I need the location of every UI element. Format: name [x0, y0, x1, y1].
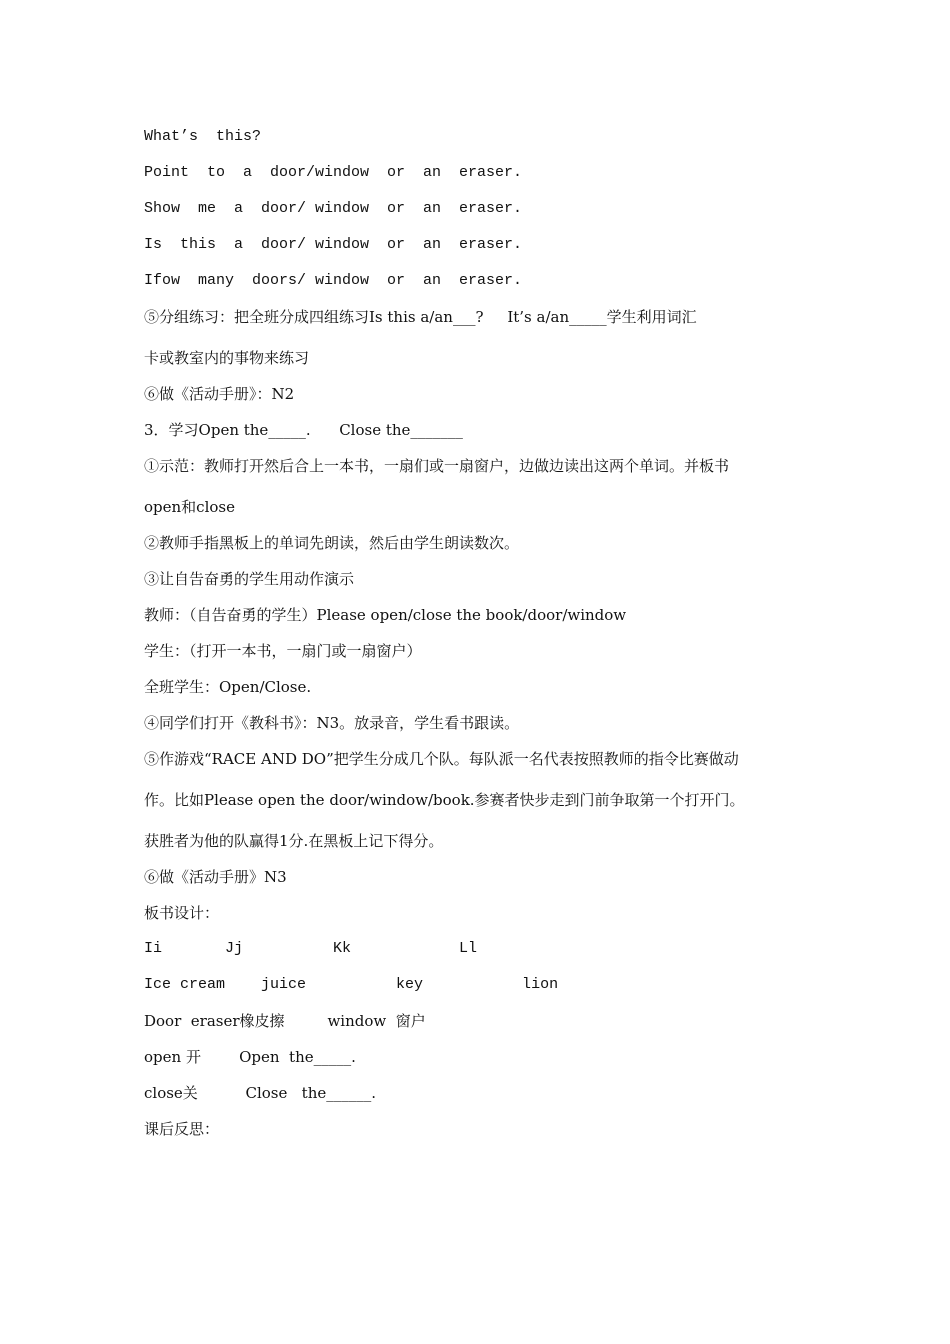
text-line: Show me a door/ window or an eraser.: [144, 200, 523, 217]
text-line: ①示范：教师打开然后合上一本书，一扇们或一扇窗户，边做边读出这两个单词。并板书: [144, 457, 730, 475]
text-line: Door eraser橡皮擦 window 窗户: [144, 1012, 426, 1030]
text-line: 3．学习Open the_____. Close the_______: [144, 421, 463, 439]
text-line: close关 Close the______.: [144, 1084, 377, 1102]
text-line: ②教师手指黑板上的单词先朗读，然后由学生朗读数次。: [144, 534, 520, 552]
text-line: 获胜者为他的队赢得1分.在黑板上记下得分。: [144, 832, 444, 850]
text-line: 板书设计：: [144, 904, 220, 922]
text-line: ⑥做《活动手册》：N2: [144, 385, 295, 403]
text-line: ⑤作游戏“RACE AND DO”把学生分成几个队。每队派一名代表按照教师的指令比赛做动: [144, 750, 739, 768]
text-line: 课后反思：: [144, 1120, 220, 1138]
text-line: 卡或教室内的事物来练习: [144, 349, 310, 367]
text-line: 作。比如Please open the door/window/book.参赛者快步走到门前争取第一个打开门。: [144, 791, 745, 809]
text-line: 学生：（打开一本书，一扇门或一扇窗户）: [144, 642, 422, 660]
text-line: What’s this?: [144, 128, 262, 145]
text-line: Point to a door/window or an eraser.: [144, 164, 523, 181]
text-line: ⑤分组练习：把全班分成四组练习Is this a/an___? It’s a/an_____学生利用词汇: [144, 308, 697, 326]
text-line: open 开 Open the_____.: [144, 1048, 356, 1066]
text-line: ③让自告奋勇的学生用动作演示: [144, 570, 355, 588]
text-line: 教师：（自告奋勇的学生）Please open/close the book/door/window: [144, 606, 627, 624]
text-line: 全班学生：Open/Close.: [144, 678, 312, 696]
text-line: ④同学们打开《教科书》：N3。放录音，学生看书跟读。: [144, 714, 520, 732]
text-line: open和close: [144, 498, 235, 516]
text-line: Ii Jj Kk Ll: [144, 940, 478, 957]
text-line: Is this a door/ window or an eraser.: [144, 236, 523, 253]
text-line: ⑥做《活动手册》N3: [144, 868, 287, 886]
text-line: Ifow many doors/ window or an eraser.: [144, 272, 523, 289]
text-line: Ice cream juice key lion: [144, 976, 559, 993]
